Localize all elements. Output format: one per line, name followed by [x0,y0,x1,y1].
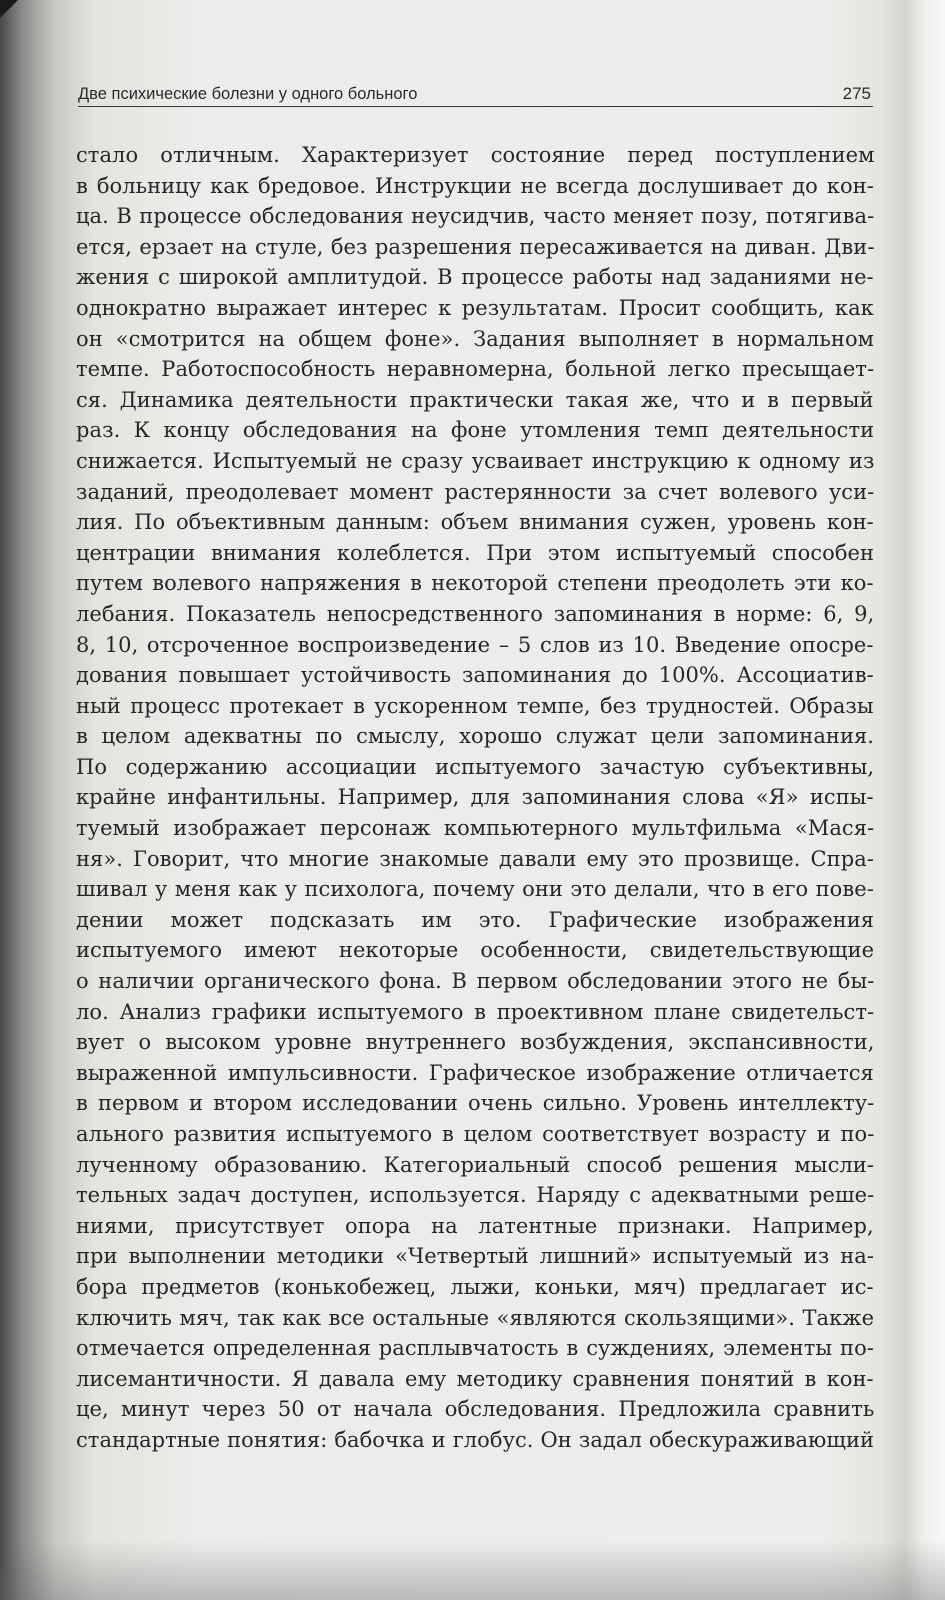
text-line: це, минут через 50 от начала обследования. Предложила сравнить [76,1397,874,1422]
text-line: 8, 10, отсроченное воспроизведение – 5 слов из 10. Введение опосре- [76,632,874,657]
text-line: отмечается определенная расплывчатость в суждениях, элементы по- [76,1336,874,1361]
text-line: он «смотрится на общем фоне». Задания выполняет в нормальном [76,326,874,351]
text-line: в первом и втором исследовании очень сильно. Уровень интеллекту- [76,1091,874,1116]
text-line: ня». Говорит, что многие знакомые давали ему это прозвище. Спра- [76,846,874,871]
text-line: ется, ерзает на стуле, без разрешения пересаживается на диван. Дви- [76,234,874,259]
text-line: выраженной импульсивности. Графическое изображение отличается [76,1060,874,1085]
text-line: в целом адекватны по смыслу, хорошо служат цели запоминания. [76,724,874,749]
text-line: однократно выражает интерес к результатам. Просит сообщить, как [76,295,874,320]
text-line: лебания. Показатель непосредственного запоминания в норме: 6, 9, [76,601,874,626]
text-line: ло. Анализ графики испытуемого в проективном плане свидетельст- [76,999,874,1024]
running-header [78,78,873,104]
text-line: жения с широкой амплитудой. В процессе работы над заданиями не- [76,265,874,290]
text-line: ный процесс протекает в ускоренном темпе, без трудностей. Образы [76,693,874,718]
text-line: лисемантичности. Я давала ему методику сравнения понятий в кон- [76,1366,874,1391]
text-line: путем волевого напряжения в некоторой степени преодолеть эти ко- [76,571,874,596]
text-line: лученному образованию. Категориальный способ решения мысли- [76,1152,874,1177]
text-line: тельных задач доступен, используется. Наряду с адекватными реше- [76,1183,874,1208]
body-text [76,140,874,1456]
text-line: туемый изображает персонаж компьютерного мультфильма «Мася- [76,816,874,841]
page-number: 275 [842,84,871,103]
text-line: ального развития испытуемого в целом соответствует возрасту и по- [76,1122,874,1146]
text-line: стандартные понятия: бабочка и глобус. Он задал обескураживающий [76,1427,874,1452]
text-line: ключить мяч, так как все остальные «являются скользящими». Также [76,1305,874,1330]
text-line: стало отличным. Характеризует состояние перед поступлением [76,143,874,167]
text-line: снижается. Испытуемый не сразу усваивает инструкцию к одному из [76,448,874,473]
text-line: крайне инфантильны. Например, для запоминания слова «Я» испы- [76,785,874,810]
text-line: темпе. Работоспособность неравномерна, больной легко пресыщает- [76,357,874,382]
text-line: заданий, преодолевает момент растерянности за счет волевого уси- [76,479,874,504]
text-line: бора предметов (конькобежец, лыжи, коньки, мяч) предлагает ис- [76,1274,874,1299]
text-line: вует о высоком уровне внутреннего возбуждения, экспансивности, [76,1030,874,1055]
text-line: ца. В процессе обследования неусидчив, часто меняет позу, потягива- [76,204,874,229]
text-line: лия. По объективным данным: объем внимания сужен, уровень кон- [76,510,874,535]
text-line: в больницу как бредовое. Инструкции не всегда дослушивает до кон- [76,173,874,198]
text-line: дении может подсказать им это. Графические изображения [76,907,874,932]
text-line: ся. Динамика деятельности практически такая же, что и в первый [76,387,874,412]
text-line: шивал у меня как у психолога, почему они это делали, что в его пове- [76,877,874,902]
text-line: о наличии органического фона. В первом обследовании этого не бы- [76,969,874,994]
text-line: при выполнении методики «Четвертый лишний» испытуемый из на- [76,1244,874,1269]
text-line: центрации внимания колеблется. При этом испытуемый способен [76,540,874,565]
text-line: По содержанию ассоциации испытуемого зачастую субъективны, [76,754,874,779]
text-line: дования повышает устойчивость запоминания до 100%. Ассоциатив- [76,663,874,688]
running-title: Две психические болезни у одного больного [78,85,418,103]
text-line: раз. К концу обследования на фоне утомления темп деятельности [76,418,874,443]
text-line: ниями, присутствует опора на латентные признаки. Например, [76,1213,874,1238]
corner-mark [0,0,18,18]
text-line: испытуемого имеют некоторые особенности, свидетельствующие [76,938,874,963]
header-rule [78,106,873,107]
bottom-shade [0,1540,945,1600]
